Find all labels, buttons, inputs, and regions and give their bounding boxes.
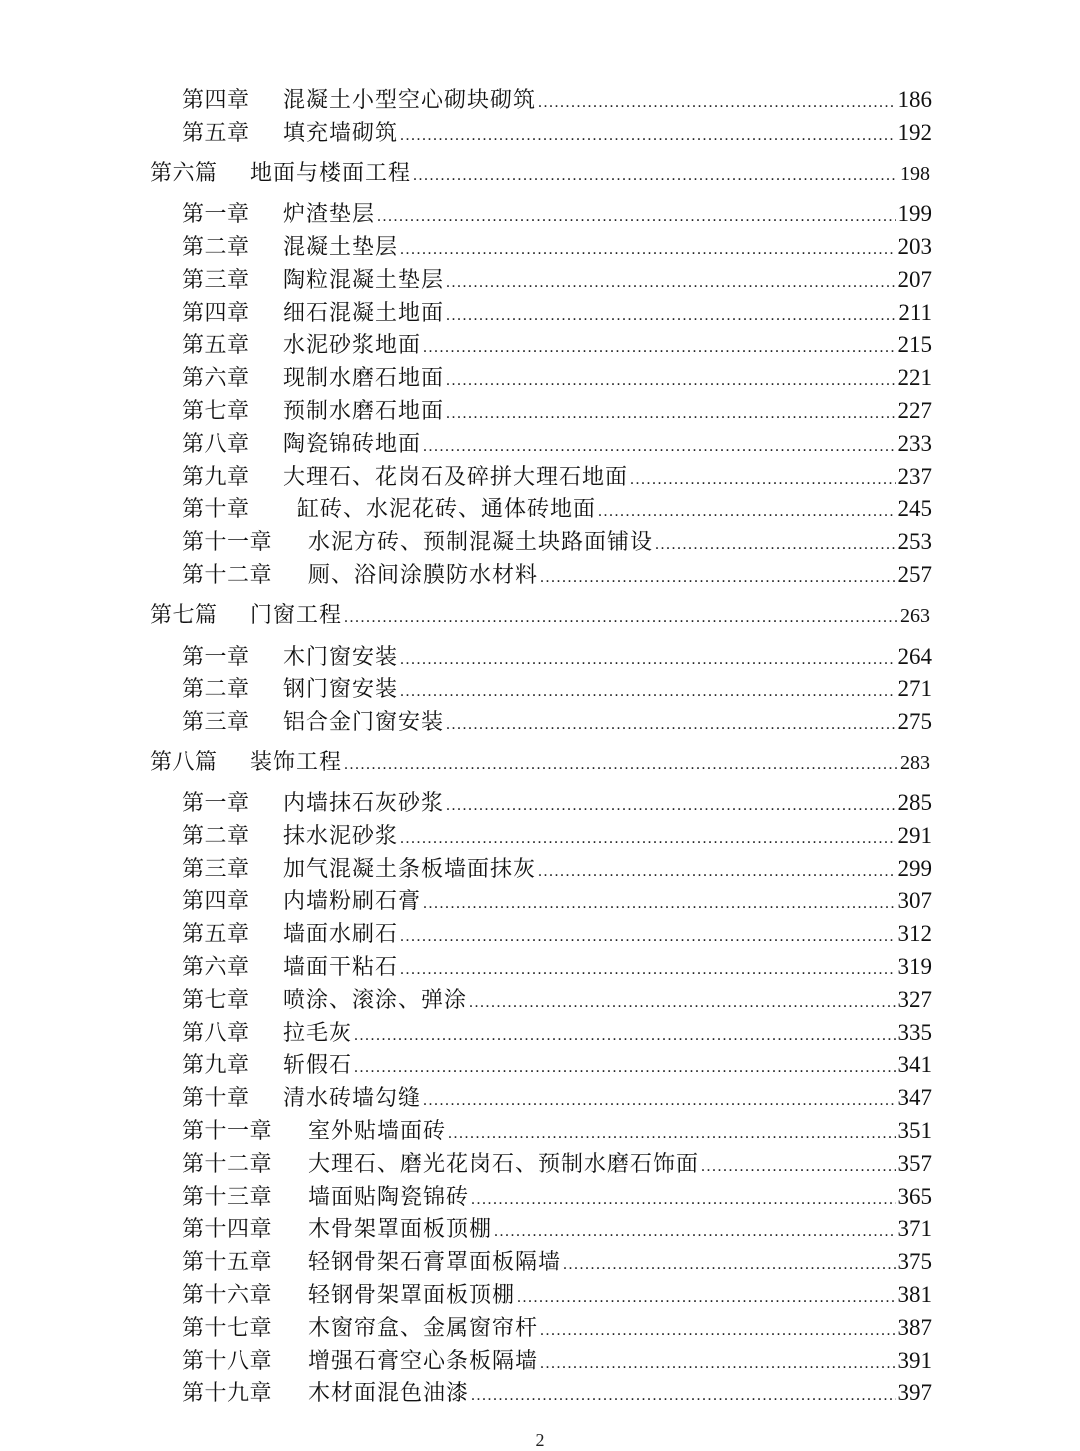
part-title: 地面与楼面工程 xyxy=(250,161,412,186)
chapter-title: 厕、浴间涂膜防水材料 xyxy=(308,563,539,588)
dot-leader xyxy=(469,987,895,1019)
page-number: 291 xyxy=(897,823,932,848)
dot-leader xyxy=(400,921,895,953)
toc-entry xyxy=(182,526,932,558)
page-number: 357 xyxy=(897,1151,932,1176)
toc-entry xyxy=(182,1181,932,1213)
page-number: 397 xyxy=(897,1380,932,1405)
page-number: 365 xyxy=(897,1184,932,1209)
toc-entry xyxy=(182,1377,932,1409)
page-number: 227 xyxy=(897,398,932,423)
chapter-title: 轻钢骨架石膏罩面板隔墙 xyxy=(308,1250,562,1275)
chapter-title: 墙面贴陶瓷锦砖 xyxy=(308,1185,470,1210)
dot-leader xyxy=(446,398,895,430)
page-number: 199 xyxy=(897,201,932,226)
chapter-title: 木材面混色油漆 xyxy=(308,1381,470,1406)
dot-leader xyxy=(517,1282,895,1314)
page-number: 285 xyxy=(897,790,932,815)
toc-entry xyxy=(182,428,932,460)
dot-leader xyxy=(344,602,898,634)
toc-part-entry xyxy=(150,600,930,632)
chapter-title: 炉渣垫层 xyxy=(283,202,376,227)
chapter-number: 第五章 xyxy=(182,121,250,146)
chapter-title: 陶瓷锦砖地面 xyxy=(283,432,422,457)
toc-entry xyxy=(182,117,932,149)
page-number: 275 xyxy=(897,709,932,734)
page-number: 215 xyxy=(897,332,932,357)
page-number: 271 xyxy=(897,676,932,701)
chapter-number: 第五章 xyxy=(182,333,250,358)
toc-entry xyxy=(182,673,932,705)
chapter-number: 第一章 xyxy=(182,791,250,816)
chapter-title: 混凝土小型空心砌块砌筑 xyxy=(283,88,537,113)
chapter-title: 拉毛灰 xyxy=(283,1021,353,1046)
page-number: 341 xyxy=(897,1052,932,1077)
toc-entry xyxy=(182,264,932,296)
toc-entry xyxy=(182,395,932,427)
dot-leader xyxy=(655,529,895,561)
dot-leader xyxy=(400,120,895,152)
toc-entry xyxy=(182,493,932,525)
dot-leader xyxy=(446,790,895,822)
page-number: 253 xyxy=(897,529,932,554)
dot-leader xyxy=(471,1380,895,1412)
chapter-number: 第九章 xyxy=(182,1053,250,1078)
chapter-number: 第七章 xyxy=(182,988,250,1013)
chapter-number: 第十九章 xyxy=(182,1381,273,1406)
chapter-number: 第七章 xyxy=(182,399,250,424)
chapter-number: 第十四章 xyxy=(182,1217,273,1242)
page-number: 299 xyxy=(897,856,932,881)
dot-leader xyxy=(423,888,895,920)
page-number: 307 xyxy=(897,888,932,913)
chapter-number: 第二章 xyxy=(182,824,250,849)
toc-entry xyxy=(182,918,932,950)
toc-entry xyxy=(182,461,932,493)
chapter-number: 第四章 xyxy=(182,889,250,914)
chapter-title: 大理石、磨光花岗石、预制水磨石饰面 xyxy=(308,1152,700,1177)
toc-entry xyxy=(182,1279,932,1311)
chapter-title: 内墙粉刷石膏 xyxy=(283,889,422,914)
toc-entry xyxy=(182,297,932,329)
toc-entry xyxy=(182,853,932,885)
dot-leader xyxy=(400,676,895,708)
dot-leader xyxy=(494,1216,895,1248)
chapter-title: 加气混凝土条板墙面抹灰 xyxy=(283,857,537,882)
page-number: 283 xyxy=(900,752,930,774)
chapter-number: 第十七章 xyxy=(182,1316,273,1341)
chapter-number: 第三章 xyxy=(182,710,250,735)
page-number: 233 xyxy=(897,431,932,456)
chapter-title: 钢门窗安装 xyxy=(283,677,399,702)
part-number: 第六篇 xyxy=(150,161,218,186)
dot-leader xyxy=(598,496,895,528)
chapter-number: 第十六章 xyxy=(182,1283,273,1308)
page-number: 335 xyxy=(897,1020,932,1045)
toc-entry xyxy=(182,559,932,591)
dot-leader xyxy=(423,332,895,364)
page-number: 391 xyxy=(897,1348,932,1373)
page-number: 237 xyxy=(897,464,932,489)
chapter-number: 第六章 xyxy=(182,366,250,391)
chapter-title: 轻钢骨架罩面板顶棚 xyxy=(308,1283,516,1308)
chapter-title: 清水砖墙勾缝 xyxy=(283,1086,422,1111)
dot-leader xyxy=(400,644,895,676)
toc-entry xyxy=(182,84,932,116)
page-number: 371 xyxy=(897,1216,932,1241)
chapter-number: 第八章 xyxy=(182,1021,250,1046)
toc-entry xyxy=(182,820,932,852)
chapter-number: 第三章 xyxy=(182,268,250,293)
dot-leader xyxy=(446,709,895,741)
chapter-number: 第十一章 xyxy=(182,1119,273,1144)
chapter-title: 混凝土垫层 xyxy=(283,235,399,260)
toc-entry xyxy=(182,1082,932,1114)
dot-leader xyxy=(540,1348,895,1380)
page-number: 387 xyxy=(897,1315,932,1340)
toc-entry xyxy=(182,231,932,263)
toc-entry xyxy=(182,362,932,394)
chapter-number: 第四章 xyxy=(182,88,250,113)
chapter-title: 现制水磨石地面 xyxy=(283,366,445,391)
chapter-number: 第六章 xyxy=(182,955,250,980)
chapter-number: 第十八章 xyxy=(182,1349,273,1374)
chapter-number: 第二章 xyxy=(182,677,250,702)
chapter-number: 第八章 xyxy=(182,432,250,457)
dot-leader xyxy=(354,1020,895,1052)
chapter-title: 木门窗安装 xyxy=(283,645,399,670)
chapter-title: 填充墙砌筑 xyxy=(283,121,399,146)
page-number: 375 xyxy=(897,1249,932,1274)
chapter-number: 第一章 xyxy=(182,645,250,670)
dot-leader xyxy=(400,954,895,986)
page-number: 319 xyxy=(897,954,932,979)
toc-entry xyxy=(182,329,932,361)
page-number: 211 xyxy=(898,300,932,325)
chapter-number: 第十三章 xyxy=(182,1185,273,1210)
dot-leader xyxy=(446,300,896,332)
part-number: 第八篇 xyxy=(150,750,218,775)
dot-leader xyxy=(563,1249,895,1281)
toc-entry xyxy=(182,1049,932,1081)
chapter-title: 增强石膏空心条板隔墙 xyxy=(308,1349,539,1374)
page-number: 192 xyxy=(897,120,932,145)
chapter-number: 第九章 xyxy=(182,465,250,490)
toc-entry xyxy=(182,1246,932,1278)
toc-entry xyxy=(182,984,932,1016)
toc-entry xyxy=(182,1213,932,1245)
dot-leader xyxy=(344,749,898,781)
chapter-title: 木骨架罩面板顶棚 xyxy=(308,1217,493,1242)
dot-leader xyxy=(400,234,895,266)
chapter-number: 第二章 xyxy=(182,235,250,260)
chapter-title: 斩假石 xyxy=(283,1053,353,1078)
dot-leader xyxy=(377,201,895,233)
page-number: 263 xyxy=(900,605,930,627)
chapter-title: 水泥砂浆地面 xyxy=(283,333,422,358)
page-number: 351 xyxy=(897,1118,932,1143)
dot-leader xyxy=(354,1052,895,1084)
chapter-title: 陶粒混凝土垫层 xyxy=(283,268,445,293)
page-number: 257 xyxy=(897,562,932,587)
toc-entry xyxy=(182,1345,932,1377)
chapter-title: 水泥方砖、预制混凝土块路面铺设 xyxy=(308,530,654,555)
page-number: 245 xyxy=(897,496,932,521)
chapter-number: 第十章 xyxy=(182,1086,250,1111)
toc-entry xyxy=(182,1148,932,1180)
toc-part-entry xyxy=(150,158,930,190)
dot-leader xyxy=(701,1151,895,1183)
toc-entry xyxy=(182,1115,932,1147)
page-number: 312 xyxy=(897,921,932,946)
chapter-number: 第四章 xyxy=(182,301,250,326)
dot-leader xyxy=(400,823,895,855)
page-number: 203 xyxy=(897,234,932,259)
chapter-number: 第十一章 xyxy=(182,530,273,555)
page-number: 207 xyxy=(897,267,932,292)
chapter-number: 第十二章 xyxy=(182,1152,273,1177)
chapter-number: 第十二章 xyxy=(182,563,273,588)
chapter-title: 抹水泥砂浆 xyxy=(283,824,399,849)
dot-leader xyxy=(413,160,898,192)
dot-leader xyxy=(446,365,895,397)
part-title: 门窗工程 xyxy=(250,603,343,628)
toc-part-entry xyxy=(150,747,930,779)
toc-entry xyxy=(182,1017,932,1049)
page-number: 327 xyxy=(897,987,932,1012)
chapter-number: 第五章 xyxy=(182,922,250,947)
page-number: 221 xyxy=(897,365,932,390)
dot-leader xyxy=(630,464,895,496)
chapter-title: 木窗帘盒、金属窗帘杆 xyxy=(308,1316,539,1341)
chapter-number: 第三章 xyxy=(182,857,250,882)
dot-leader xyxy=(540,562,895,594)
chapter-title: 预制水磨石地面 xyxy=(283,399,445,424)
page-number: 381 xyxy=(897,1282,932,1307)
chapter-title: 墙面水刷石 xyxy=(283,922,399,947)
dot-leader xyxy=(538,87,895,119)
page-number: 347 xyxy=(897,1085,932,1110)
toc-entry xyxy=(182,641,932,673)
chapter-number: 第十五章 xyxy=(182,1250,273,1275)
part-number: 第七篇 xyxy=(150,603,218,628)
chapter-title: 铝合金门窗安装 xyxy=(283,710,445,735)
toc-entry xyxy=(182,787,932,819)
dot-leader xyxy=(446,267,895,299)
dot-leader xyxy=(538,856,895,888)
chapter-title: 大理石、花岗石及碎拼大理石地面 xyxy=(283,465,629,490)
dot-leader xyxy=(423,431,895,463)
chapter-title: 室外贴墙面砖 xyxy=(308,1119,447,1144)
toc-entry xyxy=(182,885,932,917)
chapter-number: 第一章 xyxy=(182,202,250,227)
dot-leader xyxy=(540,1315,895,1347)
chapter-title: 内墙抹石灰砂浆 xyxy=(283,791,445,816)
dot-leader xyxy=(448,1118,895,1150)
toc-entry xyxy=(182,1312,932,1344)
dot-leader xyxy=(423,1085,895,1117)
toc-entry xyxy=(182,198,932,230)
page-number: 186 xyxy=(897,87,932,112)
chapter-title: 墙面干粘石 xyxy=(283,955,399,980)
chapter-title: 细石混凝土地面 xyxy=(283,301,445,326)
part-title: 装饰工程 xyxy=(250,750,343,775)
page-footer-number: 2 xyxy=(535,1430,545,1450)
page-number: 198 xyxy=(900,163,930,185)
toc-entry xyxy=(182,951,932,983)
page-number: 264 xyxy=(897,644,932,669)
chapter-number: 第十章 xyxy=(182,497,250,522)
chapter-title: 缸砖、水泥花砖、通体砖地面 xyxy=(297,497,597,522)
toc-entry xyxy=(182,706,932,738)
chapter-title: 喷涂、滚涂、弹涂 xyxy=(283,988,468,1013)
dot-leader xyxy=(471,1184,895,1216)
